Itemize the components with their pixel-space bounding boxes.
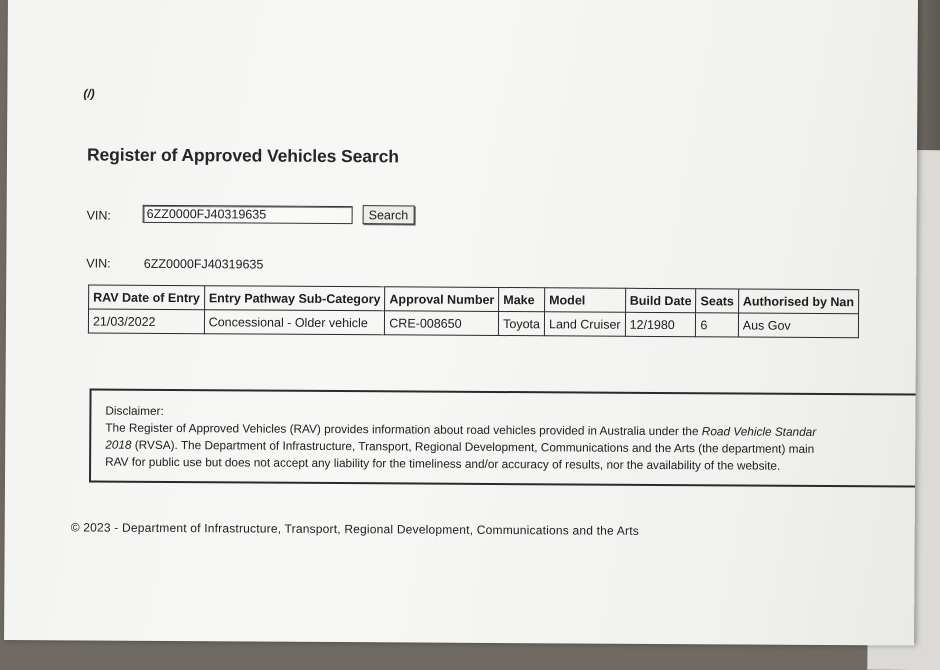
table-cell: Aus Gov	[738, 313, 858, 338]
disclaimer-box	[89, 389, 918, 488]
results-table	[88, 284, 859, 338]
column-header: RAV Date of Entry	[89, 285, 205, 310]
results-table-container	[88, 284, 918, 333]
table-cell: 21/03/2022	[88, 309, 204, 334]
table-cell: Concessional - Older vehicle	[204, 310, 385, 335]
column-header: Entry Pathway Sub-Category	[204, 286, 385, 311]
column-header: Authorised by Nan	[738, 289, 858, 314]
result-vin-label: VIN:	[86, 256, 111, 271]
table-row	[88, 309, 858, 338]
search-button[interactable]: Search	[363, 205, 415, 224]
table-cell: Land Cruiser	[544, 312, 625, 336]
column-header: Approval Number	[385, 287, 499, 312]
column-header: Build Date	[625, 288, 696, 312]
table-cell: CRE-008650	[385, 311, 499, 336]
table-cell: 6	[696, 313, 739, 337]
page-title: Register of Approved Vehicles Search	[86, 144, 399, 167]
table-cell: 12/1980	[625, 312, 696, 336]
column-header: Make	[499, 288, 545, 312]
table-cell: Toyota	[499, 312, 545, 336]
page-marker: (/)	[83, 86, 95, 101]
result-vin	[86, 256, 263, 271]
result-vin-value: 6ZZ0000FJ40319635	[143, 256, 264, 272]
disclaimer-line-3: RAV for public use but does not accept any liability for the timeliness and/or accuracy of results, nor the availability of the website.	[105, 454, 781, 473]
column-header: Seats	[696, 289, 739, 313]
printed-page	[4, 0, 918, 646]
disclaimer-line-1: The Register of Approved Vehicles (RAV) provides information about road vehicles provided in Australia under the Road Vehicle Standar	[105, 420, 817, 439]
vin-label: VIN:	[86, 208, 111, 223]
column-header: Model	[545, 288, 626, 312]
vin-input[interactable]	[143, 205, 353, 224]
copyright-footer: © 2023 - Department of Infrastructure, Transport, Regional Development, Communications and the Arts	[70, 520, 640, 538]
disclaimer-line-2: 2018 (RVSA). The Department of Infrastructure, Transport, Regional Development, Communications and the Arts (the department) main	[105, 437, 815, 456]
disclaimer-heading: Disclaimer:	[105, 403, 164, 418]
